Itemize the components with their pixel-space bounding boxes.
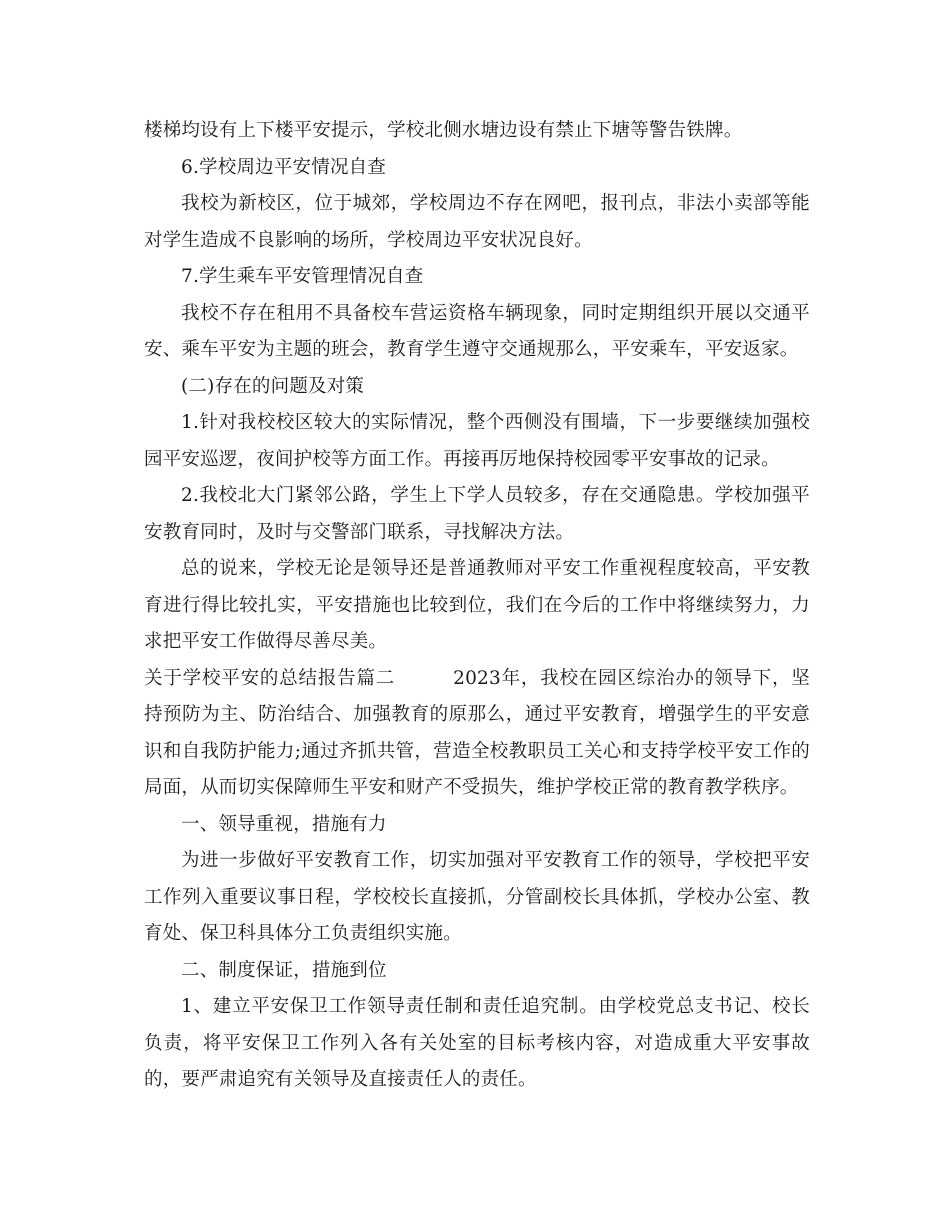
paragraph-responsibility: 1、建立平安保卫工作领导责任制和责任追究制。由学校党总支书记、校长负责，将平安保卫工作列入各有关处室的目标考核内容，对造成重大平安事故的，要严肃追究有关领导及直接责任人的责任。 xyxy=(144,996,810,1090)
section2-intro xyxy=(144,661,810,807)
document-body xyxy=(144,113,810,1099)
continuation-paragraph: 楼梯均设有上下楼平安提示，学校北侧水塘边设有禁止下塘等警告铁牌。 xyxy=(144,120,743,141)
paragraph-problem-2: 2.我校北大门紧邻公路，学生上下学人员较多，存在交通隐患。学校加强平安教育同时，及时与交警部门联系，寻找解决方法。 xyxy=(144,485,810,543)
paragraph-leadership: 为进一步做好平安教育工作，切实加强对平安教育工作的领导，学校把平安工作列入重要议事日程，学校校长直接抓，分管副校长具体抓，学校办公室、教育处、保卫科具体分工负责组织实施。 xyxy=(144,850,810,944)
paragraph-summary: 总的说来，学校无论是领导还是普通教师对平安工作重视程度较高，平安教育进行得比较扎实，平安措施也比较到位，我们在今后的工作中将继续努力，力求把平安工作做得尽善尽美。 xyxy=(144,558,810,652)
section-heading-leadership: 一、领导重视，措施有力 xyxy=(181,813,387,835)
section-heading-7: 7.学生乘车平安管理情况自查 xyxy=(181,266,424,287)
section2-lead: 2023年，我校在园区综治办的领导下，坚持预防为主、防治结合、加强教育的原那么，通过平安教育，增强学生的平安意识和自我防护能力;通过齐抓共管，营造全校教职员工关心和支持学校平安工作的局面，从而切实保障师生平安和财产不受损失，维护学校正常的教育教学秩序。 xyxy=(144,667,810,798)
section-heading-problems: (二)存在的问题及对策 xyxy=(181,375,365,397)
section2-title: 关于学校平安的总结报告篇二 xyxy=(144,667,396,689)
paragraph-campus-surroundings: 我校为新校区，位于城郊，学校周边不存在网吧，报刊点，非法小卖部等能对学生造成不良影响的场所，学校周边平安状况良好。 xyxy=(144,193,810,251)
section-heading-6: 6.学校周边平安情况自查 xyxy=(181,156,387,178)
section-heading-system: 二、制度保证，措施到位 xyxy=(181,959,387,981)
paragraph-bus-safety: 我校不存在租用不具备校车营运资格车辆现象，同时定期组织开展以交通平安、乘车平安为主题的班会，教育学生遵守交通规那么，平安乘车，平安返家。 xyxy=(144,302,810,360)
paragraph-problem-1: 1.针对我校校区较大的实际情况，整个西侧没有围墙，下一步要继续加强校园平安巡逻，夜间护校等方面工作。再接再厉地保持校园零平安事故的记录。 xyxy=(144,412,810,470)
